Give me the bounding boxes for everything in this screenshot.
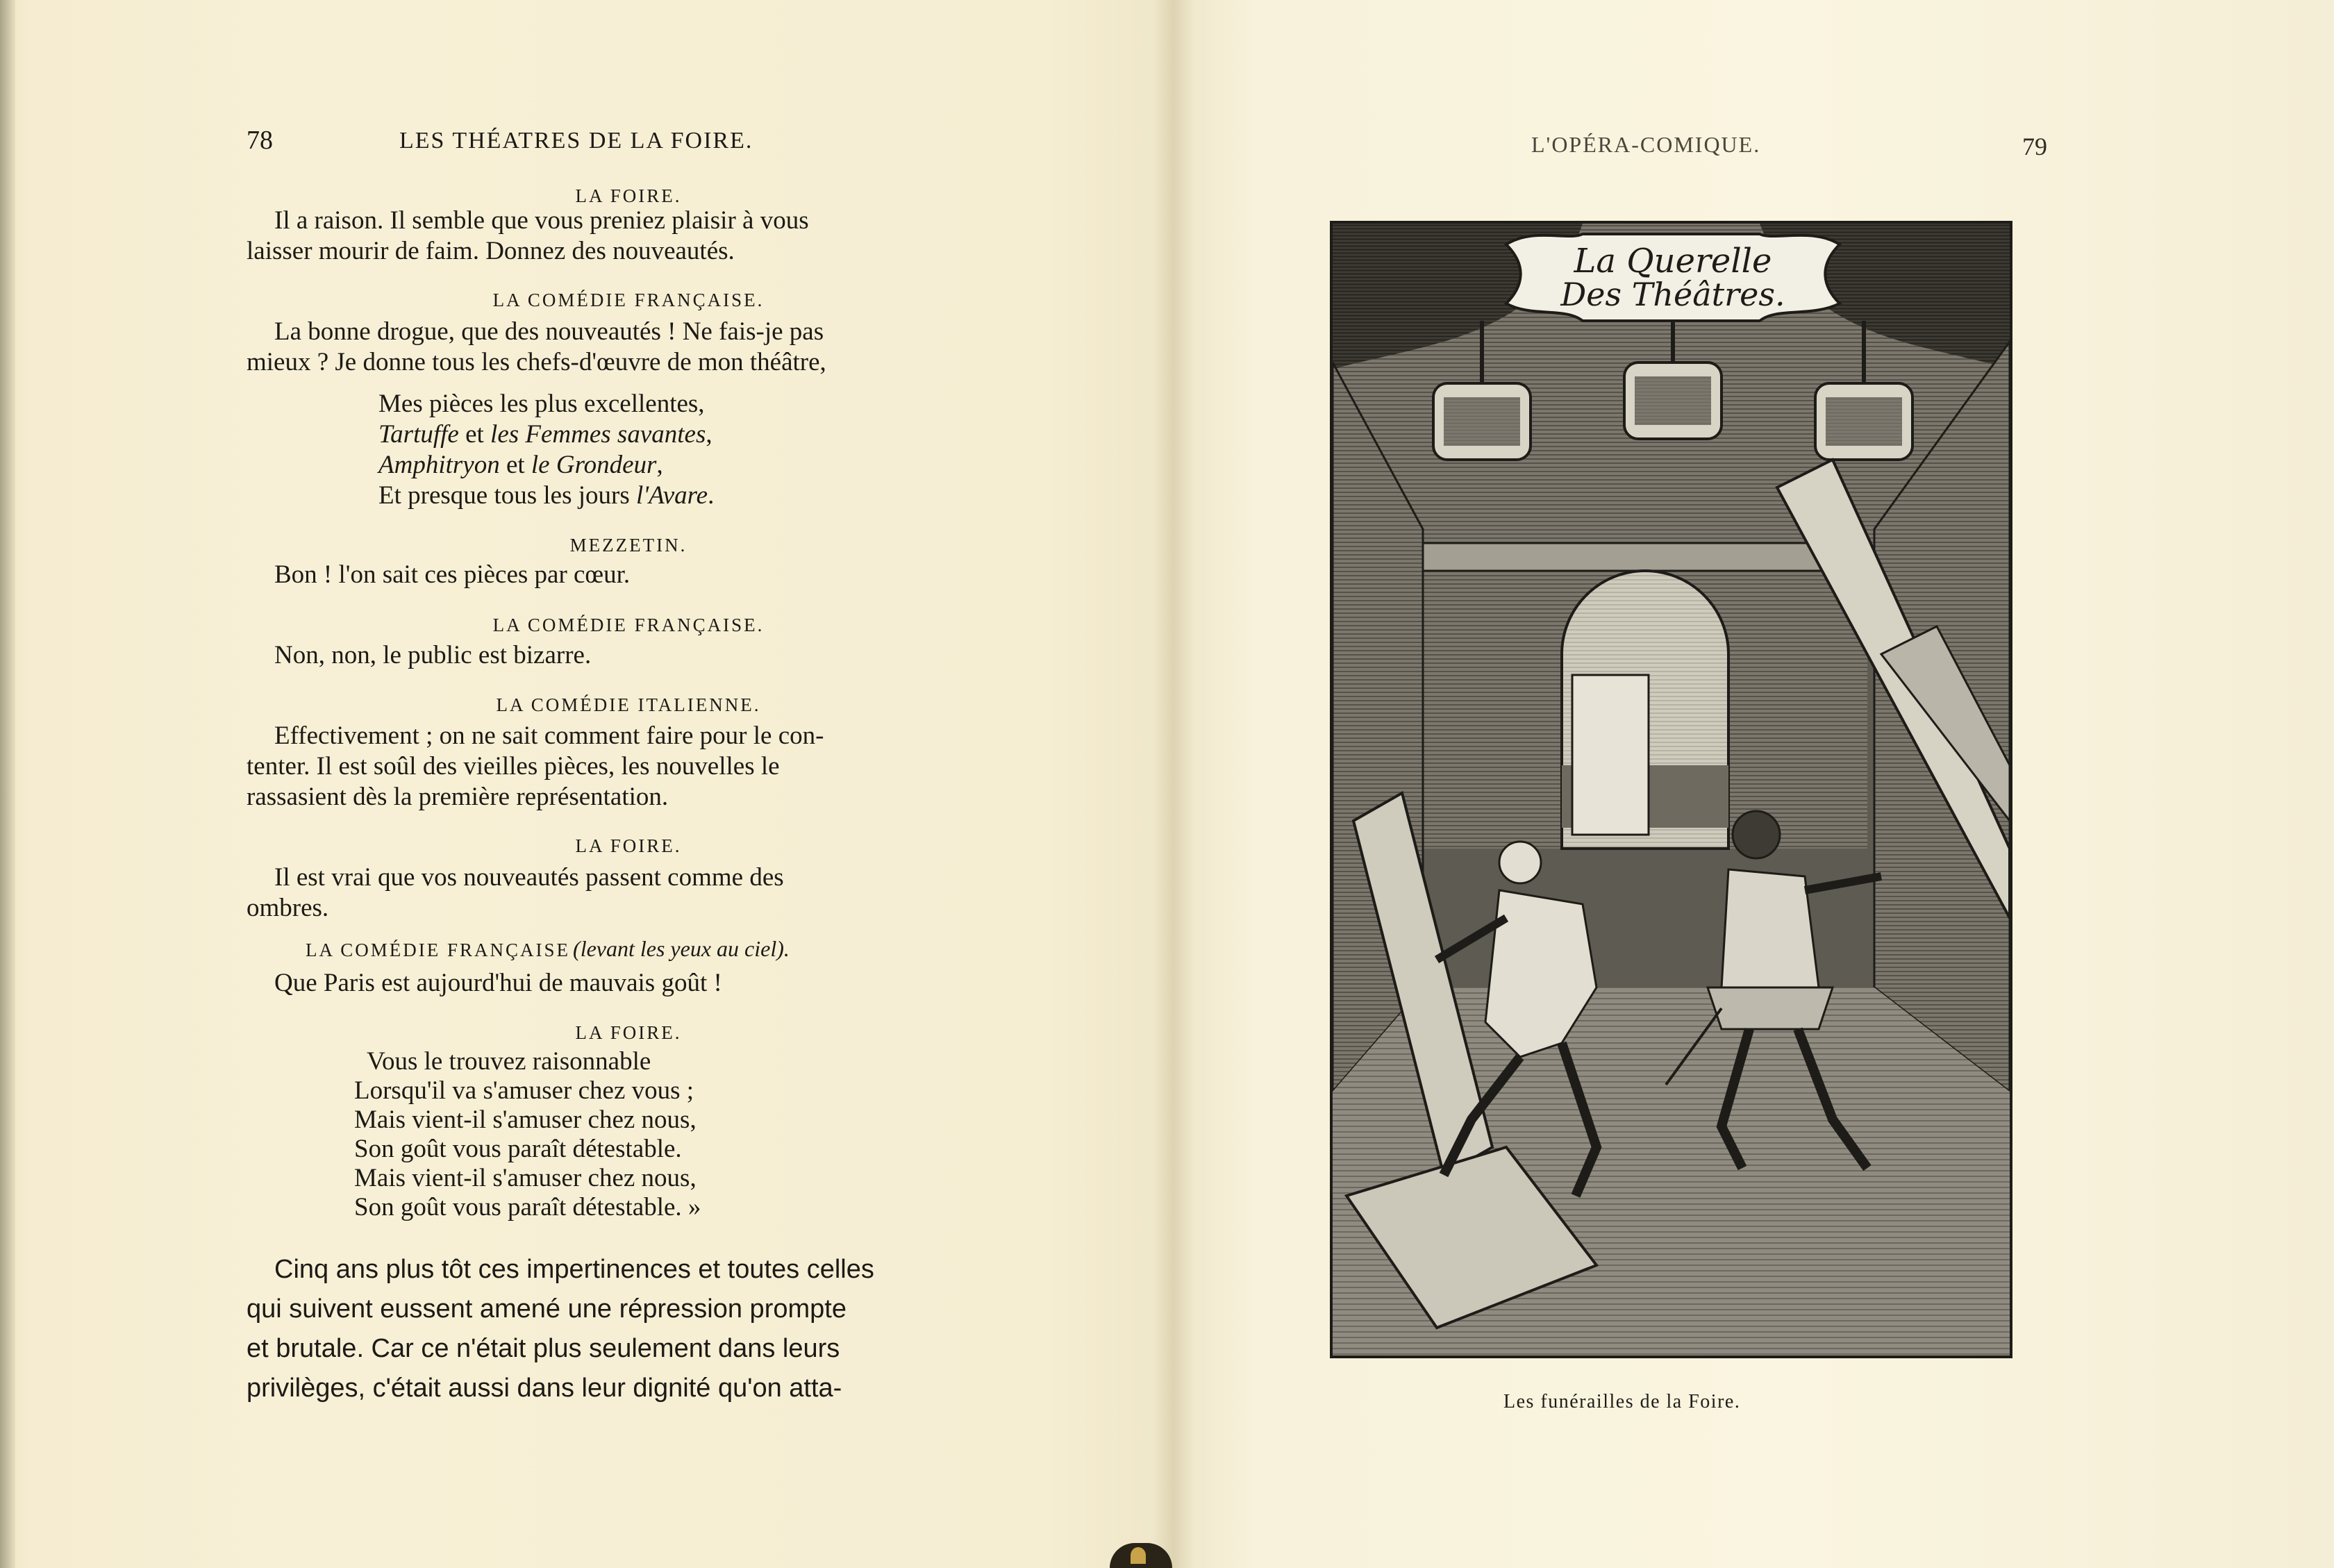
text-line: Non, non, le public est bizarre.: [274, 641, 592, 669]
cartouche-line-1: La Querelle: [1574, 242, 1772, 281]
verse-text: et: [458, 420, 491, 449]
dialogue-text: [247, 721, 1010, 812]
speaker-label: LA COMÉDIE ITALIENNE.: [496, 694, 761, 715]
stage-direction: (levant les yeux au ciel).: [573, 936, 790, 961]
verse-text: ,: [706, 420, 712, 449]
speaker-label: LA COMÉDIE FRANÇAISE.: [492, 615, 765, 635]
illustration-caption: Les funérailles de la Foire.: [1503, 1391, 1741, 1412]
text-line: Effectivement ; on ne sait comment faire pour le con-: [274, 722, 824, 750]
verse-text: ,: [656, 451, 663, 479]
running-head-title-left: LES THÉATRES DE LA FOIRE.: [399, 128, 753, 153]
dialogue-text: [247, 317, 1010, 378]
text-line: La bonne drogue, que des nouveautés ! Ne fais-je pas: [274, 317, 824, 346]
verse-text: Et presque tous les jours: [378, 481, 636, 510]
text-line: Cinq ans plus tôt ces impertinences et toutes celles: [274, 1255, 874, 1284]
verse-block: [247, 389, 1010, 511]
text-line: rassasient dès la première représentation.: [247, 783, 669, 811]
page-edge: [0, 0, 15, 1568]
cartouche-line-2: Des Théâtres.: [1560, 276, 1785, 313]
text-line: mieux ? Je donne tous les chefs-d'œuvre de mon théâtre,: [247, 348, 826, 376]
text-line: et brutale. Car ce n'était plus seulement dans leurs: [247, 1334, 840, 1363]
left-running-head: [247, 125, 1010, 167]
play-title: l'Avare: [635, 481, 708, 510]
verse-line: Mais vient-il s'amuser chez nous,: [354, 1106, 697, 1134]
text-line: ombres.: [247, 894, 329, 922]
verse-line: Vous le trouvez raisonnable: [367, 1047, 651, 1076]
distant-colonnade: [1572, 675, 1649, 835]
body-paragraph: [247, 1250, 1010, 1408]
text-line: laisser mourir de faim. Donnez des nouveautés.: [247, 237, 735, 265]
text-line: qui suivent eussent amené une répression prompte: [247, 1294, 847, 1324]
verse-line: Son goût vous paraît détestable.: [354, 1135, 682, 1163]
verse-line: [378, 419, 1010, 450]
text-line: Bon ! l'on sait ces pièces par cœur.: [274, 560, 631, 589]
verse-text: Mes pièces les plus excellentes,: [378, 390, 705, 418]
dialogue-text: [247, 968, 1010, 999]
dialogue-text: [247, 206, 1010, 267]
verse-text: et: [499, 451, 531, 479]
verse-line: [378, 389, 1010, 419]
play-title: Amphitryon: [378, 451, 500, 479]
speaker-stage-direction: [247, 936, 1010, 964]
engraving-artwork: [1333, 224, 2010, 1356]
page-number-right: 79: [2022, 133, 2047, 160]
text-line: tenter. Il est soûl des vieilles pièces, les nouvelles le: [247, 752, 780, 781]
play-title: le Grondeur: [531, 451, 657, 479]
dialogue-text: [247, 640, 1010, 671]
page-number-left: 78: [247, 126, 273, 155]
song-verse: [247, 1047, 1010, 1222]
speaker-label: MEZZETIN.: [569, 535, 687, 556]
speaker-label: LA FOIRE.: [575, 185, 682, 206]
speaker-label: LA FOIRE.: [575, 1022, 682, 1043]
speaker-label: LA COMÉDIE FRANÇAISE: [306, 940, 571, 960]
text-line: privilèges, c'était aussi dans leur dignité qu'on atta-: [247, 1374, 842, 1403]
verse-line: [378, 481, 1010, 511]
verse-line: Lorsqu'il va s'amuser chez vous ;: [354, 1076, 694, 1105]
play-title: Tartuffe: [378, 420, 459, 449]
speaker-label: LA FOIRE.: [575, 835, 682, 856]
verse-text: .: [708, 481, 715, 510]
engraving-illustration: [1330, 221, 2012, 1358]
running-head-title-right: L'OPÉRA-COMIQUE.: [1531, 132, 1761, 157]
verse-line: Mais vient-il s'amuser chez nous,: [354, 1164, 697, 1192]
text-line: Il est vrai que vos nouveautés passent comme des: [274, 863, 784, 892]
play-title: les Femmes savantes: [490, 420, 706, 449]
verse-line: Son goût vous paraît détestable. »: [354, 1193, 701, 1221]
text-line: Il a raison. Il semble que vous preniez plaisir à vous: [274, 206, 809, 235]
verse-line: [378, 450, 1010, 481]
speaker-label: LA COMÉDIE FRANÇAISE.: [492, 290, 765, 310]
dialogue-text: [247, 862, 1010, 924]
text-line: Que Paris est aujourd'hui de mauvais goût !: [274, 969, 722, 997]
dialogue-text: [247, 560, 1010, 590]
book-gutter: [1153, 0, 1194, 1568]
